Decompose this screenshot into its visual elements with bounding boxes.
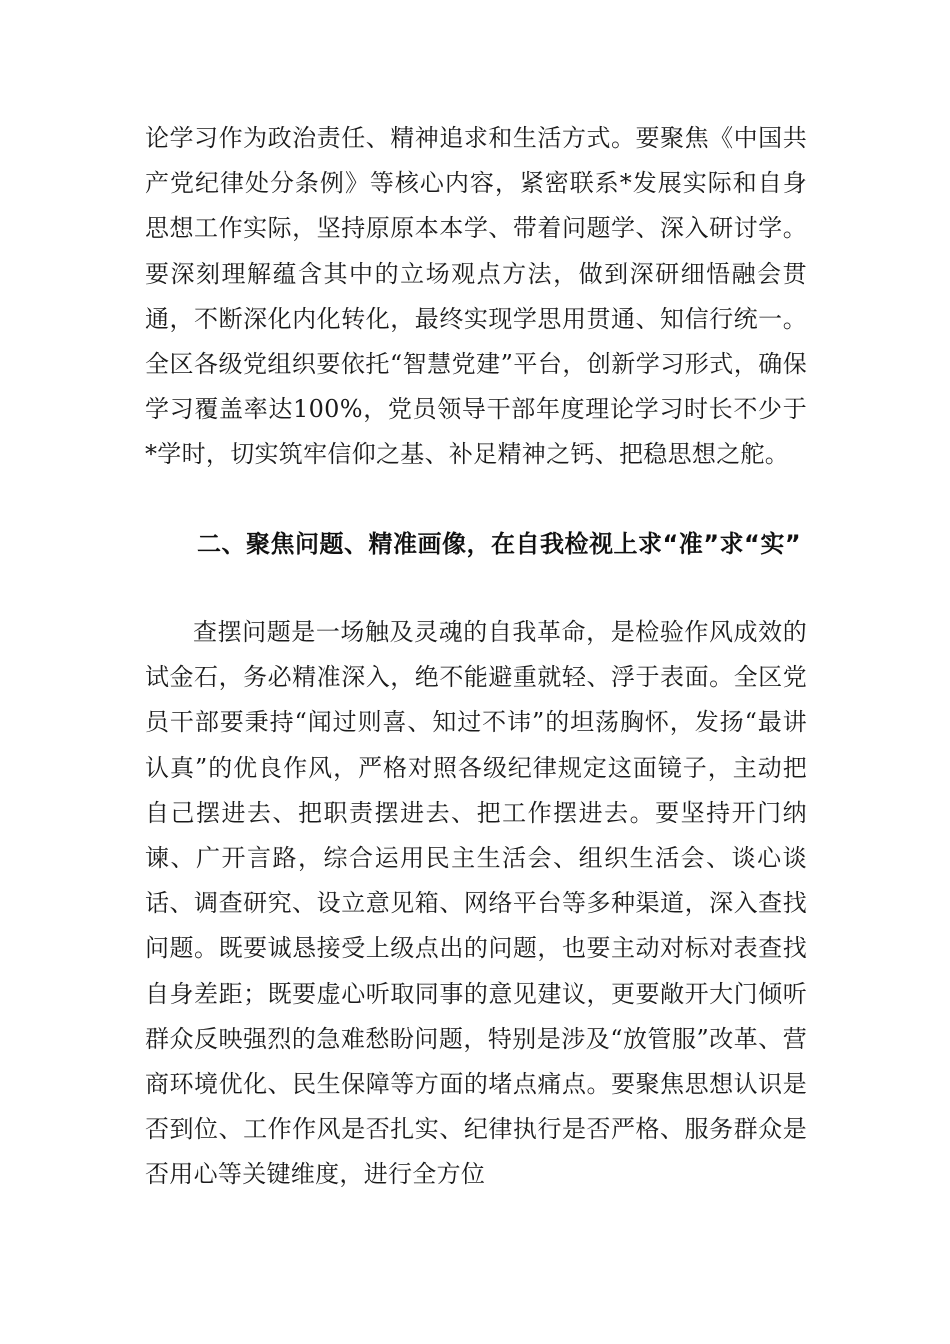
section-heading-2: 二、聚焦问题、精准画像，在自我检视上求“准”求“实”: [197, 530, 802, 558]
body-paragraph-2: 查摆问题是一场触及灵魂的自我革命，是检验作风成效的试金石，务必精准深入，绝不能避重就轻、浮于表面。全区党员干部要秉持“闻过则喜、知过不讳”的坦荡胸怀，发扬“最讲认真”的优良作风，严格对照各级纪律规定这面镜子，主动把自己摆进去、把职责摆进去、把工作摆进去。要坚持开门纳谏、广开言路，综合运用民主生活会、组织生活会、谈心谈话、调查研究、设立意见箱、网络平台等多种渠道，深入查找问题。既要诚恳接受上级点出的问题，也要主动对标对表查找自身差距；既要虚心听取同事的意见建议，更要敞开大门倾听群众反映强烈的急难愁盼问题，特别是涉及“放管服”改革、营商环境优化、民生保障等方面的堵点痛点。要聚焦思想认识是否到位、工作作风是否扎实、纪律执行是否严格、服务群众是否用心等关键维度，进行全方位: [145, 618, 807, 1189]
body-paragraph-1: 论学习作为政治责任、精神追求和生活方式。要聚焦《中国共产党纪律处分条例》等核心内容，紧密联系*发展实际和自身思想工作实际，坚持原原本本学、带着问题学、深入研讨学。要深刻理解蕴含其中的立场观点方法，做到深研细悟融会贯通，不断深化内化转化，最终实现学思用贯通、知信行统一。全区各级党组织要依托“智慧党建”平台，创新学习形式，确保学习覆盖率达100%，党员领导干部年度理论学习时长不少于*学时，切实筑牢信仰之基、补足精神之钙、把稳思想之舵。: [145, 124, 807, 469]
